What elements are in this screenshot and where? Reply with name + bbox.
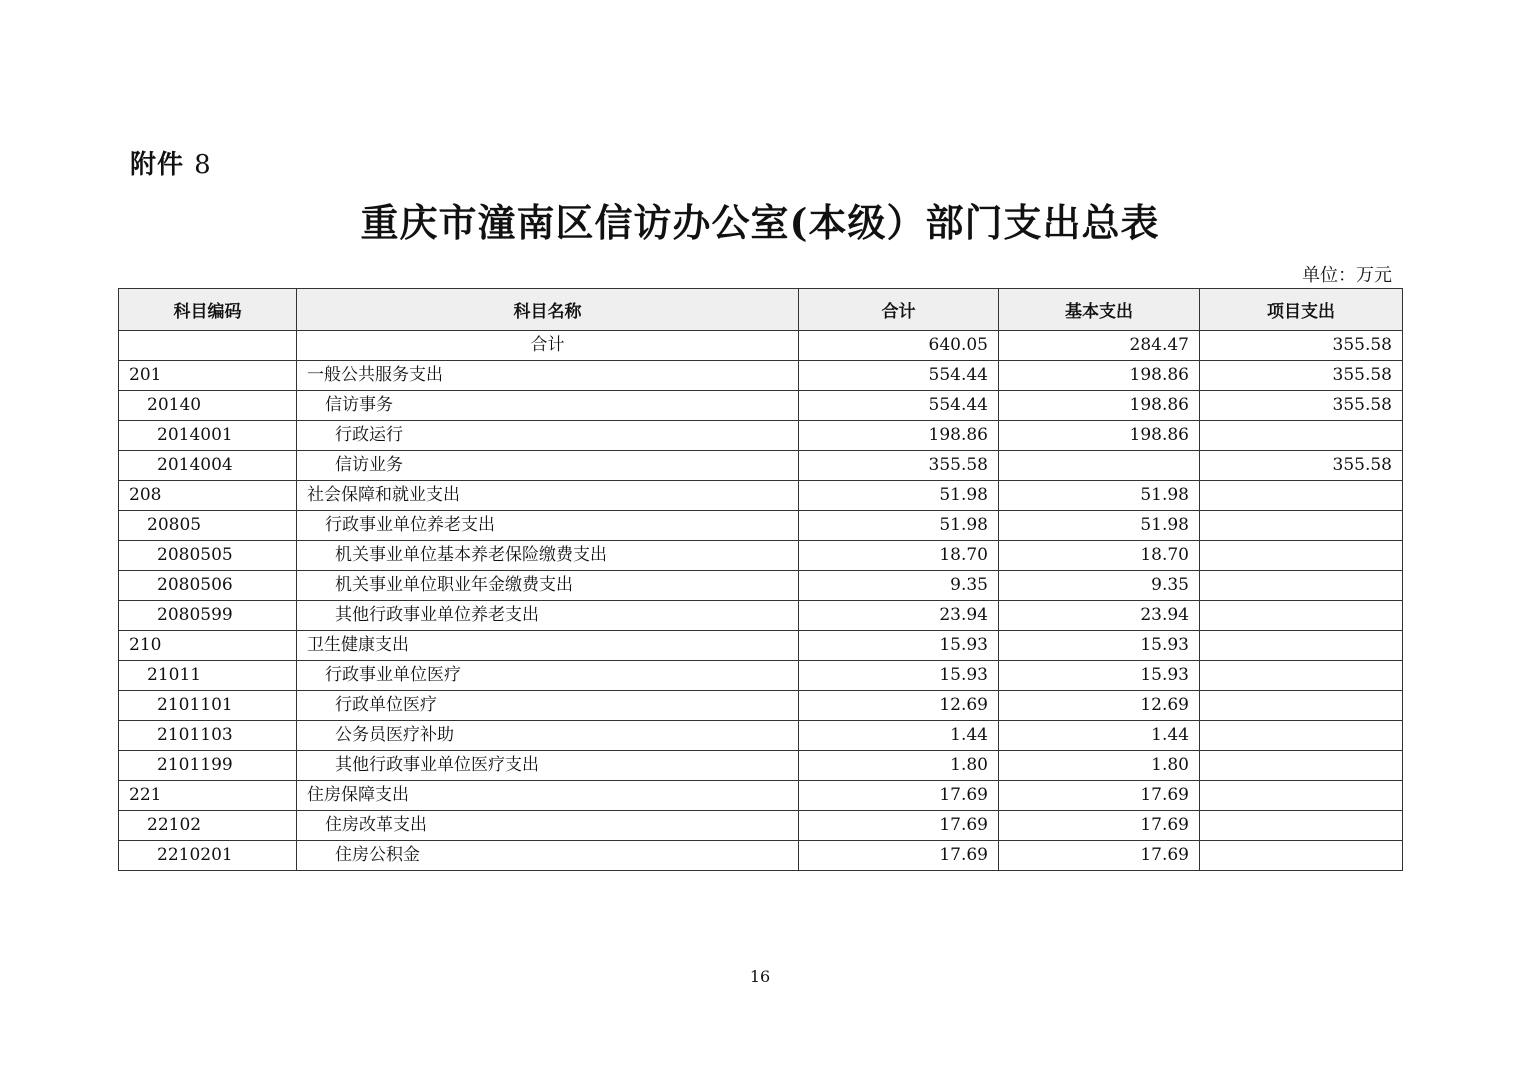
cell-code: 2101199 <box>119 751 297 781</box>
cell-total: 18.70 <box>799 541 999 571</box>
cell-project <box>1200 841 1403 871</box>
cell-name: 住房改革支出 <box>297 811 799 841</box>
cell-project <box>1200 661 1403 691</box>
cell-name: 行政运行 <box>297 421 799 451</box>
cell-project <box>1200 481 1403 511</box>
cell-total: 198.86 <box>799 421 999 451</box>
cell-basic: 17.69 <box>999 781 1200 811</box>
cell-name: 其他行政事业单位医疗支出 <box>297 751 799 781</box>
cell-project <box>1200 751 1403 781</box>
cell-project: 355.58 <box>1200 331 1403 361</box>
table-row <box>119 841 1403 871</box>
table-row <box>119 661 1403 691</box>
table-row <box>119 811 1403 841</box>
table-row <box>119 391 1403 421</box>
cell-code: 201 <box>119 361 297 391</box>
cell-code: 210 <box>119 631 297 661</box>
cell-project <box>1200 721 1403 751</box>
cell-basic: 17.69 <box>999 811 1200 841</box>
cell-basic: 12.69 <box>999 691 1200 721</box>
page-title: 重庆市潼南区信访办公室(本级）部门支出总表 <box>360 200 1160 245</box>
cell-code: 2101101 <box>119 691 297 721</box>
table-row <box>119 511 1403 541</box>
cell-total: 12.69 <box>799 691 999 721</box>
cell-code: 2080506 <box>119 571 297 601</box>
table-row <box>119 541 1403 571</box>
table-row <box>119 751 1403 781</box>
cell-project <box>1200 541 1403 571</box>
table-body <box>119 331 1403 871</box>
cell-total: 640.05 <box>799 331 999 361</box>
cell-code: 2210201 <box>119 841 297 871</box>
cell-project <box>1200 421 1403 451</box>
table-row <box>119 361 1403 391</box>
cell-project: 355.58 <box>1200 391 1403 421</box>
cell-basic: 1.44 <box>999 721 1200 751</box>
cell-name: 合计 <box>297 331 799 361</box>
cell-basic: 284.47 <box>999 331 1200 361</box>
cell-basic: 18.70 <box>999 541 1200 571</box>
cell-code: 22102 <box>119 811 297 841</box>
cell-code: 2014001 <box>119 421 297 451</box>
cell-name: 公务员医疗补助 <box>297 721 799 751</box>
cell-name: 卫生健康支出 <box>297 631 799 661</box>
cell-basic: 9.35 <box>999 571 1200 601</box>
page-number: 16 <box>749 967 771 986</box>
cell-basic: 198.86 <box>999 361 1200 391</box>
cell-total: 15.93 <box>799 631 999 661</box>
cell-basic: 51.98 <box>999 511 1200 541</box>
cell-basic: 15.93 <box>999 631 1200 661</box>
cell-code: 2080599 <box>119 601 297 631</box>
cell-name: 信访事务 <box>297 391 799 421</box>
cell-total: 554.44 <box>799 391 999 421</box>
cell-name: 其他行政事业单位养老支出 <box>297 601 799 631</box>
table-header-row <box>119 289 1403 331</box>
cell-code <box>119 331 297 361</box>
cell-total: 355.58 <box>799 451 999 481</box>
table-row <box>119 631 1403 661</box>
cell-name: 行政事业单位养老支出 <box>297 511 799 541</box>
table-row <box>119 571 1403 601</box>
cell-basic: 198.86 <box>999 421 1200 451</box>
cell-total: 17.69 <box>799 811 999 841</box>
table-row <box>119 331 1403 361</box>
cell-project: 355.58 <box>1200 361 1403 391</box>
cell-name: 一般公共服务支出 <box>297 361 799 391</box>
cell-name: 机关事业单位基本养老保险缴费支出 <box>297 541 799 571</box>
cell-project <box>1200 631 1403 661</box>
cell-total: 23.94 <box>799 601 999 631</box>
table-row <box>119 451 1403 481</box>
cell-total: 1.44 <box>799 721 999 751</box>
unit-label: 单位：万元 <box>1302 265 1392 286</box>
cell-total: 15.93 <box>799 661 999 691</box>
cell-code: 2101103 <box>119 721 297 751</box>
cell-name: 行政事业单位医疗 <box>297 661 799 691</box>
cell-total: 1.80 <box>799 751 999 781</box>
header-name: 科目名称 <box>297 289 799 331</box>
cell-basic: 15.93 <box>999 661 1200 691</box>
cell-basic: 198.86 <box>999 391 1200 421</box>
cell-name: 机关事业单位职业年金缴费支出 <box>297 571 799 601</box>
header-project: 项目支出 <box>1200 289 1403 331</box>
cell-total: 17.69 <box>799 781 999 811</box>
table-row <box>119 781 1403 811</box>
cell-project <box>1200 571 1403 601</box>
cell-code: 21011 <box>119 661 297 691</box>
cell-name: 行政单位医疗 <box>297 691 799 721</box>
table-row <box>119 601 1403 631</box>
cell-basic: 17.69 <box>999 841 1200 871</box>
cell-basic <box>999 451 1200 481</box>
table-row <box>119 421 1403 451</box>
cell-project: 355.58 <box>1200 451 1403 481</box>
cell-code: 20140 <box>119 391 297 421</box>
cell-total: 554.44 <box>799 361 999 391</box>
cell-total: 51.98 <box>799 481 999 511</box>
cell-total: 17.69 <box>799 841 999 871</box>
attachment-text: 附件 <box>130 150 185 180</box>
cell-name: 住房保障支出 <box>297 781 799 811</box>
header-total: 合计 <box>799 289 999 331</box>
cell-basic: 51.98 <box>999 481 1200 511</box>
header-basic: 基本支出 <box>999 289 1200 331</box>
cell-basic: 23.94 <box>999 601 1200 631</box>
cell-name: 信访业务 <box>297 451 799 481</box>
cell-name: 社会保障和就业支出 <box>297 481 799 511</box>
table-row <box>119 721 1403 751</box>
cell-code: 2080505 <box>119 541 297 571</box>
cell-project <box>1200 691 1403 721</box>
cell-name: 住房公积金 <box>297 841 799 871</box>
table-row <box>119 481 1403 511</box>
cell-total: 9.35 <box>799 571 999 601</box>
cell-total: 51.98 <box>799 511 999 541</box>
cell-code: 2014004 <box>119 451 297 481</box>
cell-basic: 1.80 <box>999 751 1200 781</box>
header-code: 科目编码 <box>119 289 297 331</box>
cell-project <box>1200 781 1403 811</box>
expenditure-table <box>118 288 1403 871</box>
cell-project <box>1200 601 1403 631</box>
cell-project <box>1200 811 1403 841</box>
attachment-label <box>130 144 212 181</box>
cell-project <box>1200 511 1403 541</box>
cell-code: 208 <box>119 481 297 511</box>
attachment-number: 8 <box>194 150 212 180</box>
table-row <box>119 691 1403 721</box>
cell-code: 221 <box>119 781 297 811</box>
cell-code: 20805 <box>119 511 297 541</box>
